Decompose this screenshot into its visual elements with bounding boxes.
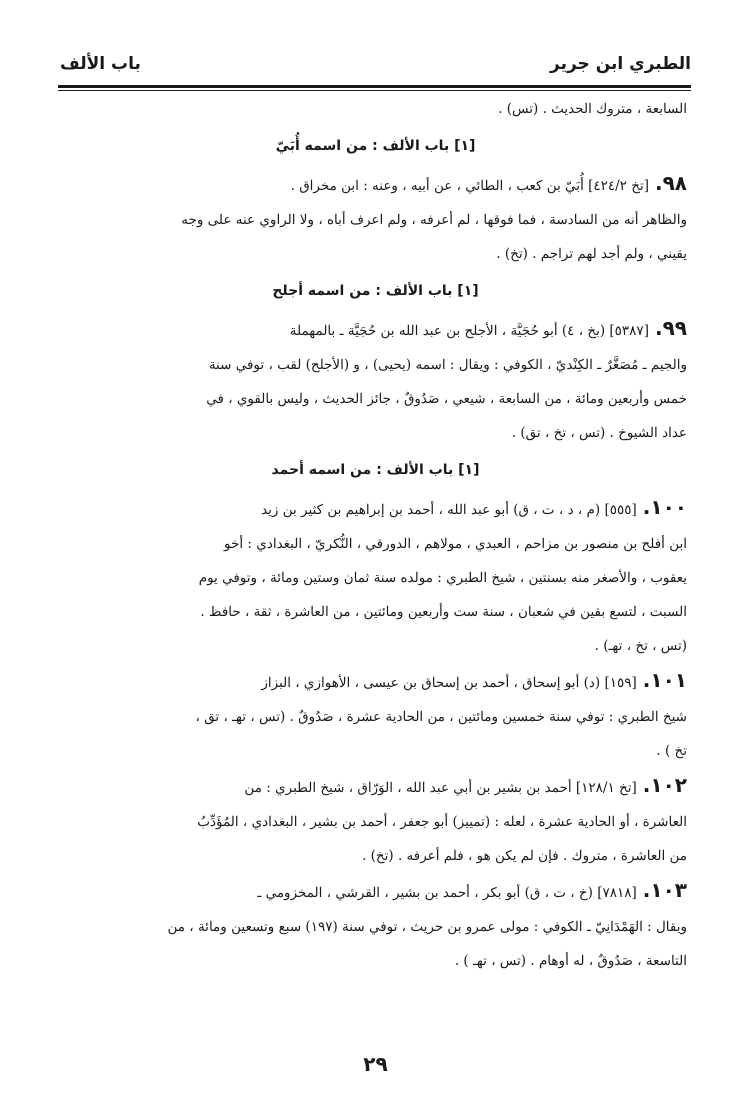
entry-text: [٥٣٨٧] (بخ ، ٤) أبو حُجَيَّة ، الأجلح بن عبد الله بن حُجَيَّة ـ بالمهملة [289, 323, 649, 339]
text-line: عداد الشيوخ . (تس ، تخ ، تق) . [511, 425, 687, 441]
text-line: السبت ، لتسع بقين في شعبان ، سنة ست وأربعين ومائتين ، من العاشرة ، ثقة ، حافظ . [200, 604, 687, 620]
running-header [60, 44, 691, 84]
entry-line [64, 490, 687, 527]
text-line: شيخ الطبري : توفي سنة خمسين ومائتين ، من الحادية عشرة ، صَدُوقٌ . (تس ، تهـ ، تق ، [195, 709, 687, 725]
entry-line [64, 311, 687, 348]
entry-line [64, 166, 687, 203]
entry-number: ١٠١. [642, 668, 687, 692]
text-line: من العاشرة ، متروك . فإن لم يكن هو ، فلم أعرفه . (تخ) . [362, 848, 687, 864]
section-heading: [١] باب الألف : من اسمه أُبَيّ [275, 138, 476, 154]
entry-number: ١٠٣. [642, 878, 687, 902]
entry-text: [تخ ٤٢٤/٢] أُبَيّ بن كعب ، الطائي ، عن أبيه ، وعنه : ابن مخراق . [290, 178, 649, 194]
text-line: (تس ، تخ ، تهـ) . [594, 638, 687, 654]
entry-line [64, 768, 687, 805]
text-line: العاشرة ، أو الحادية عشرة ، لعله : (تمييز) أبو جعفر ، أحمد بن بشير ، البغدادي ، المُؤَدِّبُ [197, 814, 687, 830]
entry-text: [تخ ١٢٨/١] أحمد بن بشير بن أبي عبد الله ، الوَرّاق ، شيخ الطبري : من [244, 780, 637, 796]
entry-number: ٩٩. [654, 316, 687, 340]
entry-number: ١٠٢. [642, 773, 687, 797]
entry-line [64, 663, 687, 700]
text-line: تخ ) . [656, 743, 687, 759]
entry-line [64, 873, 687, 910]
section-heading: [١] باب الألف : من اسمه أحمد [271, 462, 480, 478]
text-line: يقيني ، ولم أجد لهم تراجم . (تخ) . [496, 246, 687, 262]
text-line: السابعة ، متروك الحديث . (تس) . [498, 101, 687, 117]
text-line: والجيم ـ مُصَغَّرٌ ـ الكِنْديّ ، الكوفي : ويقال : اسمه (يحيى) ، و (الأجلح) لقب ، توفي سنة [208, 357, 687, 373]
header-book-title: الطبري ابن جرير [550, 54, 691, 74]
text-line: والظاهر أنه من السادسة ، فما فوقها ، لم أعرفه ، ولم اعرف أباه ، ولا الراوي عنه على وجه [181, 212, 687, 228]
header-rule-thick [58, 85, 691, 88]
text-line: يعقوب ، والأصغر منه بسنتين ، شيخ الطبري : مولده سنة ثمان وستين ومائة ، وتوفي يوم [198, 570, 687, 586]
text-line: ويقال : الهَمْدَانِيّ ـ الكوفي : مولى عمرو بن حريث ، توفي سنة (١٩٧) سبع وتسعين ومائة ، من [167, 919, 687, 935]
entry-number: ٩٨. [654, 171, 687, 195]
text-line: ابن أفلح بن منصور بن مزاحم ، العبدي ، مولاهم ، الدورقي ، النُّكريّ ، البغدادي : أخو [224, 536, 687, 552]
text-line: التاسعة ، صَدُوقٌ ، له أوهام . (تس ، تهـ ) . [454, 953, 687, 969]
section-heading: [١] باب الألف : من اسمه أجلح [272, 283, 479, 299]
entry-text: [١٥٩] (د) أبو إسحاق ، أحمد بن إسحاق بن عيسى ، الأهوازي ، البزاز [261, 675, 637, 691]
page-body [64, 92, 687, 978]
text-line: خمس وأربعين ومائة ، من السابعة ، شيعي ، صَدُوقٌ ، جائز الحديث ، وليس بالقوي ، في [206, 391, 687, 407]
entry-text: [٧٨١٨] (خ ، ت ، ق) أبو بكر ، أحمد بن بشير ، القرشي ، المخزومي ـ [257, 885, 637, 901]
entry-number: ١٠٠. [642, 495, 687, 519]
header-rule-thin [58, 90, 691, 91]
header-chapter-title: باب الألف [60, 54, 141, 74]
entry-text: [٥٥٥] (م ، د ، ت ، ق) أبو عبد الله ، أحمد بن إبراهيم بن كثير بن زيد [261, 502, 637, 518]
page-number: ٢٩ [363, 1052, 388, 1076]
